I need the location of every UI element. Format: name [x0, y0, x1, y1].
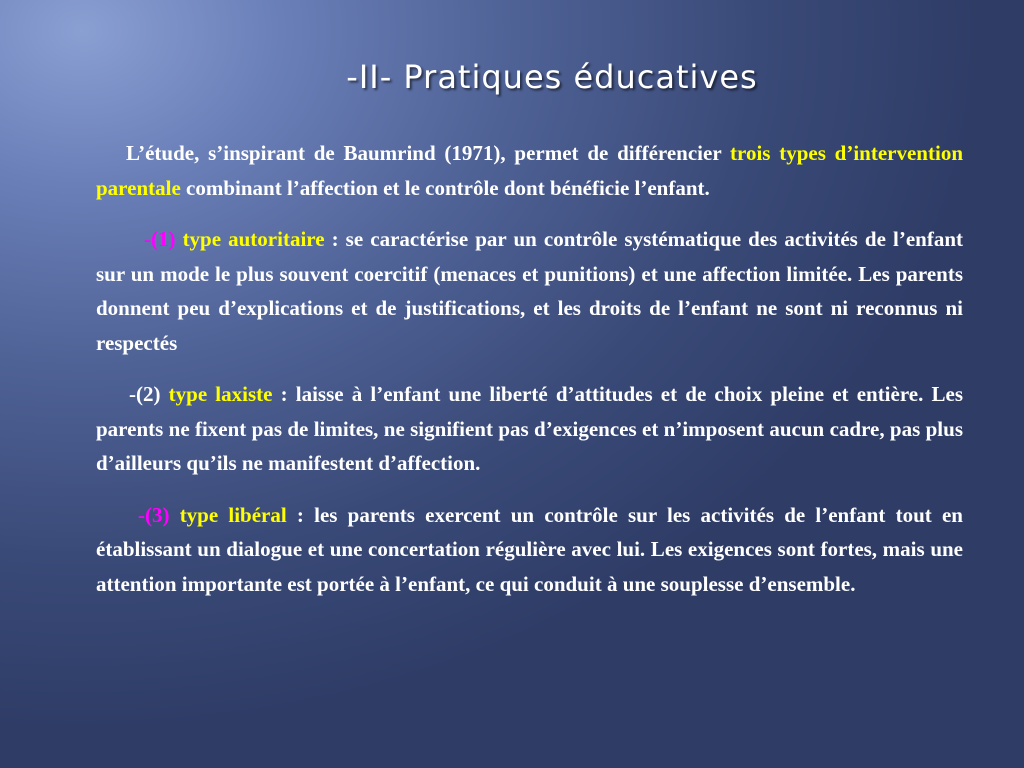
item-laxist [96, 377, 963, 481]
item-marker: -(2) [129, 382, 169, 406]
item-marker: -(1) [144, 227, 183, 251]
slide-body [96, 136, 963, 618]
intro-text-before: L’étude, s’inspirant de Baumrind (1971), permet de différencier [126, 141, 731, 165]
intro-paragraph [96, 136, 963, 205]
item-marker: -(3) [138, 502, 180, 527]
item-liberal [96, 498, 963, 602]
item-text: : laisse à l’enfant une liberté d’attitudes et de choix pleine et entière. Les parents ne fixent pas de limites, ne signifient pas d’exigences et n’imposent aucun cadre, pas plus d’ailleurs qu’ils ne manifestent d’affection. [96, 382, 964, 475]
item-term: type autoritaire [182, 227, 325, 251]
item-term: type libéral [179, 502, 287, 527]
intro-highlight: trois types d’intervention parentale [96, 141, 963, 200]
slide-title: -II- Pratiques éducatives [346, 58, 758, 96]
item-text: : les parents exercent un contrôle sur les activités de l’enfant tout en établissant un dialogue et une concertation régulière avec lui. Les exigences sont fortes, mais une attention importante est portée à l’enfant, ce qui conduit à une souplesse d’ensemble. [96, 502, 963, 596]
item-term: type laxiste [168, 382, 273, 406]
item-text: : se caractérise par un contrôle systématique des activités de l’enfant sur un mode le plus souvent coercitif (menaces et punitions) et une affection limitée. Les parents donnent peu d’explications et de justifications, et les droits de l’enfant ne sont ni reconnus ni respectés [96, 227, 963, 355]
intro-text-after: combinant l’affection et le contrôle dont bénéficie l’enfant. [180, 175, 710, 200]
item-authoritarian [96, 222, 963, 360]
